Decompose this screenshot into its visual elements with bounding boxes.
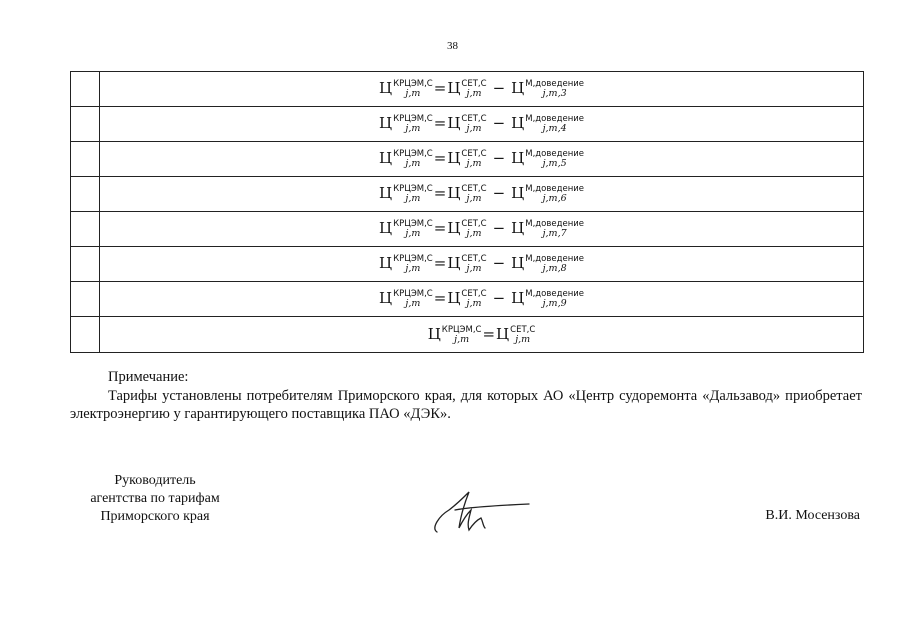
rhs-superscript: СЕТ,С — [461, 289, 487, 299]
formula-cell — [100, 247, 864, 282]
lhs-scripts — [393, 219, 433, 239]
rhs-scripts — [461, 254, 486, 274]
rhs-scripts — [461, 289, 486, 309]
formula-row — [71, 72, 864, 107]
lhs-base: Ц — [378, 114, 393, 132]
lhs-superscript: КРЦЭМ,С — [393, 149, 433, 159]
term-superscript: М,доведение — [525, 184, 585, 194]
rhs-base: Ц — [447, 149, 461, 167]
rhs-subscript: j,m — [466, 263, 482, 274]
term-subscript: j,m,5 — [542, 158, 567, 169]
rhs-base: Ц — [447, 184, 461, 202]
term-base: Ц — [511, 289, 525, 307]
formula — [379, 114, 584, 134]
term-base: Ц — [511, 114, 525, 132]
lhs-superscript: КРЦЭМ,С — [393, 254, 433, 264]
term-base: Ц — [511, 149, 525, 167]
note-title: Примечание: — [108, 369, 189, 385]
lhs-symbol — [379, 184, 433, 204]
rhs-base: Ц — [447, 254, 461, 272]
minus-sign: − — [492, 114, 506, 132]
rhs-superscript: СЕТ,С — [461, 79, 487, 89]
formula-row — [71, 177, 864, 212]
term-symbol — [511, 114, 584, 134]
rhs-base: Ц — [447, 289, 461, 307]
note-text: Тарифы установлены потребителям Приморского края, для которых АО «Центр судоремонта «Дальзавод» приобретает электроэнергию у гарантирующего поставщика ПАО «ДЭК». — [70, 388, 862, 422]
rhs-subscript: j,m — [466, 298, 482, 309]
signatory-name: В.И. Мосензова — [765, 508, 860, 523]
lhs-superscript: КРЦЭМ,С — [393, 289, 433, 299]
rhs-scripts — [461, 149, 486, 169]
term-scripts — [525, 79, 584, 99]
formula-cell — [100, 177, 864, 212]
rhs-superscript: СЕТ,С — [461, 254, 487, 264]
lhs-subscript: j,m — [405, 228, 421, 239]
lhs-subscript: j,m — [405, 298, 421, 309]
equals-sign: = — [433, 114, 447, 132]
rhs-superscript: СЕТ,С — [461, 114, 487, 124]
signatory-title — [70, 472, 240, 526]
equals-sign: = — [433, 289, 447, 307]
formula-cell — [100, 107, 864, 142]
left-column-cell — [71, 142, 100, 177]
rhs-superscript: СЕТ,С — [510, 324, 536, 335]
lhs-subscript: j,m — [405, 158, 421, 169]
rhs-symbol — [496, 325, 535, 345]
minus-sign: − — [492, 219, 506, 237]
lhs-base: Ц — [427, 324, 441, 343]
rhs-base: Ц — [447, 79, 461, 97]
term-symbol — [511, 254, 584, 274]
term-superscript: М,доведение — [525, 289, 585, 299]
equals-sign: = — [433, 184, 447, 202]
formula-cell — [100, 212, 864, 247]
rhs-base: Ц — [447, 219, 461, 237]
rhs-base: Ц — [496, 324, 510, 343]
equals-sign: = — [433, 219, 447, 237]
minus-sign: − — [492, 149, 506, 167]
term-symbol — [511, 219, 584, 239]
lhs-symbol — [428, 325, 482, 345]
term-superscript: М,доведение — [525, 219, 585, 229]
rhs-superscript: СЕТ,С — [461, 184, 487, 194]
term-subscript: j,m,4 — [542, 123, 567, 134]
term-symbol — [511, 149, 584, 169]
term-scripts — [525, 254, 584, 274]
term-superscript: М,доведение — [525, 79, 585, 89]
lhs-symbol — [379, 149, 433, 169]
page-number: 38 — [447, 40, 458, 52]
left-column-cell — [71, 282, 100, 317]
lhs-symbol — [379, 79, 433, 99]
lhs-base: Ц — [378, 254, 393, 272]
rhs-symbol — [447, 184, 486, 204]
rhs-symbol — [447, 254, 486, 274]
rhs-scripts — [461, 79, 486, 99]
lhs-scripts — [393, 184, 433, 204]
lhs-superscript: КРЦЭМ,С — [393, 114, 433, 124]
lhs-base: Ц — [378, 149, 393, 167]
handwritten-signature — [425, 480, 545, 540]
equals-sign: = — [433, 254, 447, 272]
rhs-symbol — [447, 79, 486, 99]
term-scripts — [525, 149, 584, 169]
equals-sign: = — [433, 79, 447, 97]
equals-sign: = — [482, 324, 496, 343]
formula-cell — [100, 282, 864, 317]
minus-sign: − — [492, 254, 506, 272]
formula — [379, 254, 584, 274]
term-subscript: j,m,8 — [542, 263, 567, 274]
lhs-scripts — [393, 149, 433, 169]
left-column-cell — [71, 247, 100, 282]
rhs-base: Ц — [447, 114, 461, 132]
formula — [379, 289, 584, 309]
lhs-scripts — [393, 79, 433, 99]
lhs-scripts — [442, 325, 482, 345]
rhs-superscript: СЕТ,С — [461, 149, 487, 159]
lhs-symbol — [379, 114, 433, 134]
lhs-subscript: j,m — [405, 193, 421, 204]
rhs-subscript: j,m — [466, 228, 482, 239]
term-subscript: j,m,6 — [542, 193, 567, 204]
lhs-base: Ц — [378, 219, 393, 237]
term-scripts — [525, 114, 584, 134]
formula — [379, 79, 584, 99]
formula — [379, 219, 584, 239]
rhs-subscript: j,m — [466, 88, 482, 99]
formula-row — [71, 212, 864, 247]
term-subscript: j,m,3 — [542, 88, 567, 99]
rhs-subscript: j,m — [466, 123, 482, 134]
rhs-subscript: j,m — [466, 193, 482, 204]
term-symbol — [511, 79, 584, 99]
formula-row — [71, 107, 864, 142]
rhs-symbol — [447, 219, 486, 239]
formula-cell — [100, 142, 864, 177]
minus-sign: − — [492, 79, 506, 97]
formula-row — [71, 247, 864, 282]
rhs-scripts — [461, 114, 486, 134]
formula-cell — [100, 317, 864, 353]
signatory-line-2: агентства по тарифам — [90, 491, 220, 506]
term-scripts — [525, 184, 584, 204]
signatory-line-3: Приморского края — [100, 509, 210, 524]
lhs-superscript: КРЦЭМ,С — [393, 219, 433, 229]
formula-row-final — [71, 317, 864, 353]
rhs-superscript: СЕТ,С — [461, 219, 487, 229]
minus-sign: − — [492, 289, 506, 307]
lhs-superscript: КРЦЭМ,С — [393, 184, 433, 194]
lhs-superscript: КРЦЭМ,С — [393, 79, 433, 89]
left-column-cell — [71, 317, 100, 353]
rhs-subscript: j,m — [466, 158, 482, 169]
left-column-cell — [71, 72, 100, 107]
term-superscript: М,доведение — [525, 114, 585, 124]
lhs-subscript: j,m — [405, 88, 421, 99]
lhs-subscript: j,m — [454, 333, 470, 345]
term-superscript: М,доведение — [525, 254, 585, 264]
term-scripts — [525, 219, 584, 239]
rhs-symbol — [447, 149, 486, 169]
term-subscript: j,m,9 — [542, 298, 567, 309]
rhs-symbol — [447, 114, 486, 134]
lhs-subscript: j,m — [405, 123, 421, 134]
lhs-subscript: j,m — [405, 263, 421, 274]
lhs-scripts — [393, 254, 433, 274]
lhs-symbol — [379, 289, 433, 309]
lhs-symbol — [379, 219, 433, 239]
left-column-cell — [71, 177, 100, 212]
lhs-symbol — [379, 254, 433, 274]
rhs-scripts — [461, 184, 486, 204]
lhs-scripts — [393, 289, 433, 309]
term-base: Ц — [511, 184, 525, 202]
term-base: Ц — [511, 79, 525, 97]
rhs-subscript: j,m — [515, 333, 531, 345]
term-symbol — [511, 289, 584, 309]
rhs-symbol — [447, 289, 486, 309]
formula-table — [70, 71, 864, 353]
left-column-cell — [71, 107, 100, 142]
formula-final — [428, 325, 536, 345]
rhs-scripts — [461, 219, 486, 239]
minus-sign: − — [492, 184, 506, 202]
lhs-base: Ц — [378, 184, 393, 202]
formula-row — [71, 142, 864, 177]
term-subscript: j,m,7 — [542, 228, 567, 239]
term-base: Ц — [511, 254, 525, 272]
formula-row — [71, 282, 864, 317]
formula — [379, 149, 584, 169]
signatory-line-1: Руководитель — [114, 473, 196, 488]
rhs-scripts — [510, 325, 535, 345]
term-scripts — [525, 289, 584, 309]
term-base: Ц — [511, 219, 525, 237]
term-superscript: М,доведение — [525, 149, 585, 159]
lhs-base: Ц — [378, 289, 393, 307]
equals-sign: = — [433, 149, 447, 167]
left-column-cell — [71, 212, 100, 247]
formula — [379, 184, 584, 204]
lhs-scripts — [393, 114, 433, 134]
formula-cell — [100, 72, 864, 107]
term-symbol — [511, 184, 584, 204]
lhs-base: Ц — [378, 79, 393, 97]
lhs-superscript: КРЦЭМ,С — [441, 324, 482, 335]
